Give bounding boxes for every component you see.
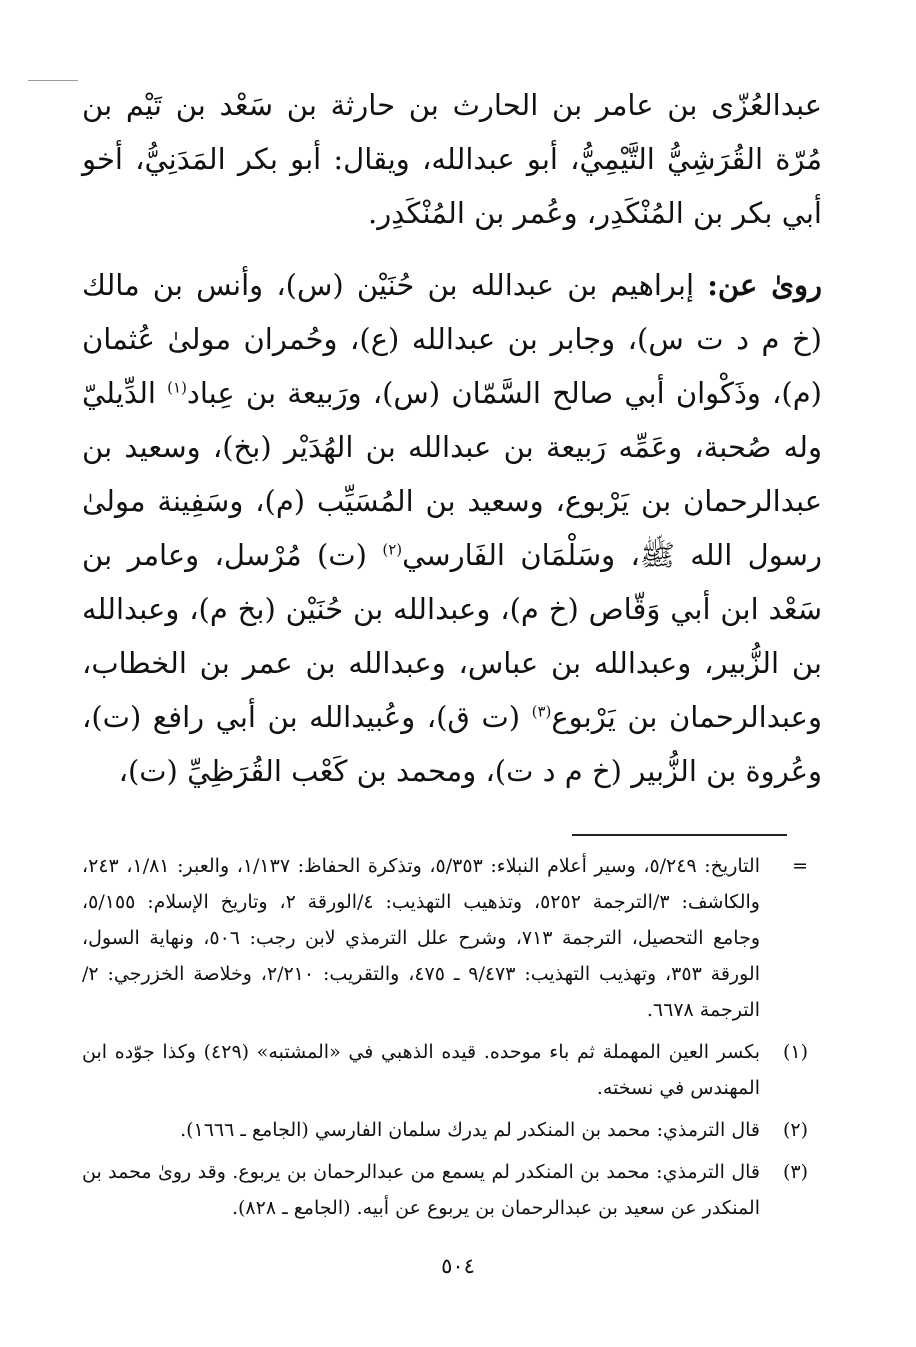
narrated-from-heading: روىٰ عن: [707, 268, 822, 302]
footnote-text: التاريخ: ٥/٢٤٩، وسير أعلام النبلاء: ٥/٣٥٣، وتذكرة الحفاظ: ١/١٣٧، والعبر: ١/٨١، ٢٤٣، والكاشف: ٣/الترجمة ٥٢٥٢، وتذهيب التهذيب: ٤/الورقة ٢، وتاريخ الإسلام: ٥/١٥٥، وجامع التحصيل، الترجمة ٧١٣، وشرح علل الترمذي لابن رجب: ٥٠٦، ونهاية السول، الورقة ٣٥٣، وتهذيب التهذيب: ٩/٤٧٣ ـ ٤٧٥، والتقريب: ٢/٢١٠، وخلاصة الخزرجي: ٢/الترجمة ٦٦٧٨. [82, 855, 760, 1021]
footnote-continued [82, 848, 808, 1028]
footnote-3 [82, 1154, 808, 1226]
narrated-from-text-part-2: الدِّيليّ وله صُحبة، وعَمِّه رَبيعة بن عبدالله بن الهُدَيْر (بخ)، وسعيد بن عبدالرحمان بن يَرْبوع، وسعيد بن المُسَيِّب (م)، وسَفِينة مولىٰ رسول الله ﷺ، وسَلْمَان الفَارسي [82, 376, 822, 572]
footnote-2 [82, 1112, 808, 1148]
narrated-from-text-part-3: (ت) مُرْسل، وعامر بن سَعْد ابن أبي وَقّاص (خ م)، وعبدالله بن حُنَيْن (بخ م)، وعبدالله بن الزُّبير، وعبدالله بن عباس، وعبدالله بن عمر بن الخطاب، وعبدالرحمان بن يَرْبوع [82, 538, 822, 734]
footnote-separator [572, 834, 787, 836]
margin-mark [28, 80, 78, 81]
footnote-marker: (٢) [782, 1119, 808, 1141]
footnotes [82, 848, 808, 1232]
footnote-marker: = [792, 855, 808, 877]
page-number: ٥٠٤ [441, 1254, 475, 1278]
footnote-ref-3: (٣) [531, 702, 552, 721]
main-text [82, 78, 822, 798]
footnote-text: قال الترمذي: محمد بن المنكدر لم يسمع من عبدالرحمان بن يربوع. وقد روىٰ محمد بن المنكدر عن سعيد بن عبدالرحمان بن يربوع عن أبيه. (الجامع ـ ٨٢٨). [82, 1161, 760, 1219]
footnote-text: بكسر العين المهملة ثم باء موحده. قيده الذهبي في «المشتبه» (٤٢٩) وكذا جوّده ابن المهندس في نسخته. [82, 1041, 760, 1099]
footnote-1 [82, 1034, 808, 1106]
narrated-from-paragraph [82, 258, 822, 798]
footnote-text: قال الترمذي: محمد بن المنكدر لم يدرك سلمان الفارسي (الجامع ـ ١٦٦٦). [180, 1119, 760, 1141]
biography-paragraph [82, 78, 822, 240]
footnote-ref-1: (١) [167, 378, 187, 397]
footnote-marker: (١) [782, 1041, 808, 1063]
footnote-ref-2: (٢) [382, 540, 403, 559]
narrated-from-text-part-4: (ت ق)، وعُبيدالله بن أبي رافع (ت)، وعُروة بن الزُّبير (خ م د ت)، ومحمد بن كَعْب القُرَظِيِّ (ت)، [82, 700, 822, 788]
narrated-from-text-part-1: إبراهيم بن عبدالله بن حُنَيْن (س)، وأنس بن مالك (خ م د ت س)، وجابر بن عبدالله (ع)، وحُمران مولىٰ عُثمان (م)، وذَكْوان أبي صالح السَّمّان (س)، ورَبيعة بن عِباد [82, 268, 822, 410]
footnote-marker: (٣) [782, 1161, 808, 1183]
biography-text: عبدالعُزّى بن عامر بن الحارث بن حارثة بن سَعْد بن تَيْم بن مُرّة القُرَشِيُّ التَّيْمِيُّ، أبو عبدالله، ويقال: أبو بكر المَدَنِيُّ، أخو أبي بكر بن المُنْكَدِر، وعُمر بن المُنْكَدِر. [82, 88, 822, 230]
